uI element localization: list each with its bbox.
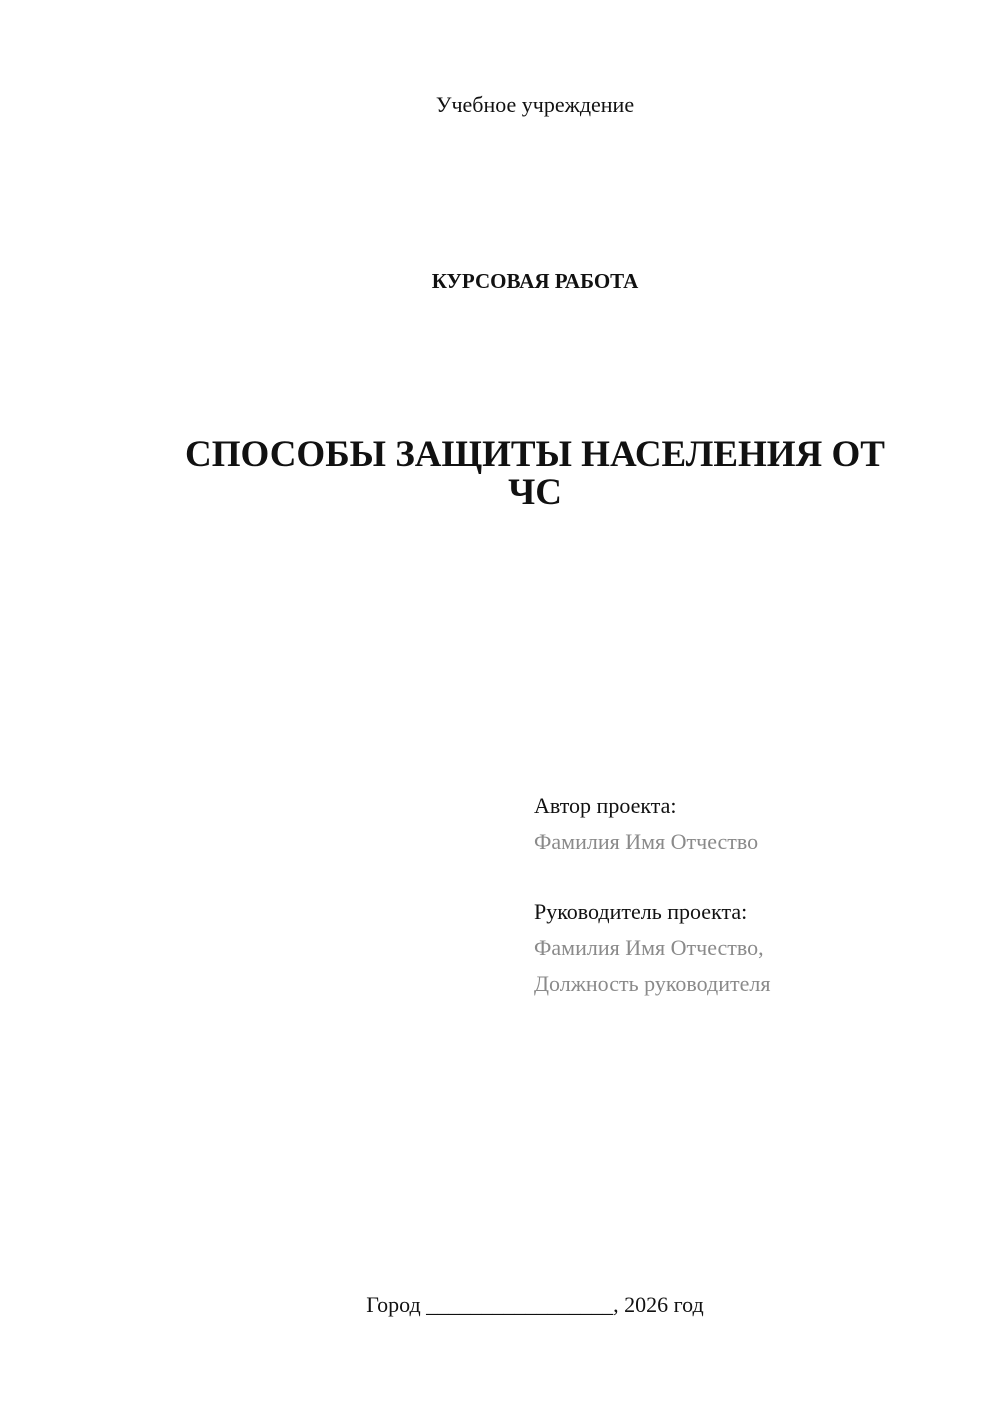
- supervisor-name-placeholder: Фамилия Имя Отчество,: [534, 935, 764, 960]
- project-people-block: [534, 788, 974, 1002]
- block-spacer: [534, 860, 974, 894]
- work-type-heading: КУРСОВАЯ РАБОТА: [431, 269, 639, 293]
- work-title: [160, 436, 910, 512]
- supervisor-position-placeholder: Должность руководителя: [534, 971, 771, 996]
- supervisor-label: Руководитель проекта:: [534, 899, 748, 924]
- author-name-placeholder: Фамилия Имя Отчество: [534, 829, 759, 854]
- city-year-line: Город _________________, 2026 год: [366, 1292, 704, 1317]
- work-title-line-2: ЧС: [508, 472, 562, 513]
- institution-name: Учебное учреждение: [435, 92, 635, 117]
- work-title-line-1: СПОСОБЫ ЗАЩИТЫ НАСЕЛЕНИЯ ОТ: [184, 434, 885, 475]
- author-label: Автор проекта:: [534, 793, 677, 818]
